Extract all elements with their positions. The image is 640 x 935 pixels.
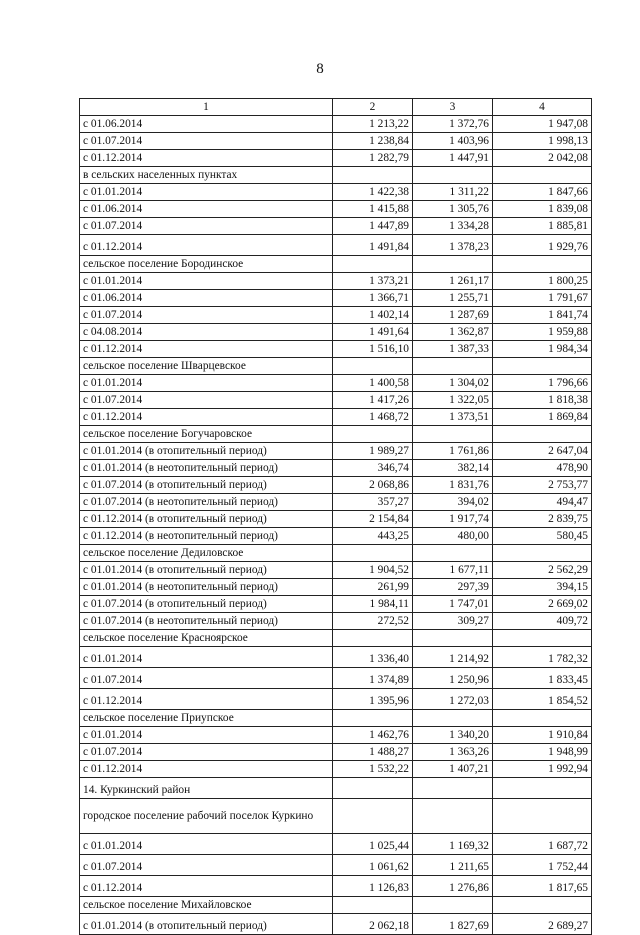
value-cell-col3	[413, 358, 493, 375]
value-cell-col2: 2 062,18	[333, 914, 413, 935]
value-cell-col3: 1 387,33	[413, 341, 493, 358]
value-cell-col3: 1 272,03	[413, 689, 493, 710]
value-cell-col4: 1 817,65	[493, 876, 592, 897]
value-cell-col3: 1 214,92	[413, 647, 493, 668]
section-row	[80, 710, 592, 727]
value-cell-col3: 1 831,76	[413, 477, 493, 494]
value-cell-col2: 1 417,26	[333, 392, 413, 409]
period-label: с 01.12.2014	[80, 235, 333, 256]
table-row	[80, 375, 592, 392]
value-cell-col3: 297,39	[413, 579, 493, 596]
value-cell-col3: 1 827,69	[413, 914, 493, 935]
table-row	[80, 528, 592, 545]
value-cell-col3: 1 372,76	[413, 116, 493, 133]
value-cell-col3	[413, 256, 493, 273]
value-cell-col3: 1 169,32	[413, 834, 493, 855]
value-cell-col4: 409,72	[493, 613, 592, 630]
value-cell-col2: 261,99	[333, 579, 413, 596]
value-cell-col2: 1 989,27	[333, 443, 413, 460]
table-row	[80, 761, 592, 778]
period-label: с 01.07.2014	[80, 307, 333, 324]
period-label: с 01.01.2014 (в отопительный период)	[80, 914, 333, 935]
value-cell-col4: 1 833,45	[493, 668, 592, 689]
value-cell-col2: 1 422,38	[333, 184, 413, 201]
header-cell-1: 1	[80, 99, 333, 116]
value-cell-col3	[413, 897, 493, 914]
table-row	[80, 150, 592, 167]
value-cell-col2: 272,52	[333, 613, 413, 630]
header-cell-4: 4	[493, 99, 592, 116]
value-cell-col3: 1 363,26	[413, 744, 493, 761]
period-label: с 01.07.2014	[80, 668, 333, 689]
table-row	[80, 477, 592, 494]
value-cell-col4	[493, 630, 592, 647]
period-label: с 01.12.2014 (в отопительный период)	[80, 511, 333, 528]
value-cell-col3: 1 211,65	[413, 855, 493, 876]
section-label: сельское поселение Бородинское	[80, 256, 333, 273]
table-row	[80, 392, 592, 409]
value-cell-col3: 1 747,01	[413, 596, 493, 613]
value-cell-col2	[333, 426, 413, 443]
period-label: с 01.12.2014	[80, 876, 333, 897]
table-row	[80, 443, 592, 460]
section-row	[80, 256, 592, 273]
table-row	[80, 494, 592, 511]
value-cell-col4: 2 562,29	[493, 562, 592, 579]
value-cell-col3: 1 340,20	[413, 727, 493, 744]
value-cell-col2: 1 984,11	[333, 596, 413, 613]
value-cell-col2	[333, 630, 413, 647]
value-cell-col4: 394,15	[493, 579, 592, 596]
value-cell-col4: 1 869,84	[493, 409, 592, 426]
period-label: с 01.12.2014	[80, 761, 333, 778]
value-cell-col3: 1 677,11	[413, 562, 493, 579]
value-cell-col4: 1 752,44	[493, 855, 592, 876]
table-row	[80, 235, 592, 256]
value-cell-col2: 1 373,21	[333, 273, 413, 290]
value-cell-col3: 1 403,96	[413, 133, 493, 150]
value-cell-col3: 394,02	[413, 494, 493, 511]
value-cell-col3: 1 334,28	[413, 218, 493, 235]
value-cell-col4: 494,47	[493, 494, 592, 511]
period-label: с 01.12.2014	[80, 689, 333, 710]
value-cell-col4: 1 847,66	[493, 184, 592, 201]
value-cell-col3: 309,27	[413, 613, 493, 630]
value-cell-col2	[333, 799, 413, 834]
section-row	[80, 358, 592, 375]
table-row	[80, 133, 592, 150]
value-cell-col3: 1 261,17	[413, 273, 493, 290]
period-label: с 01.01.2014 (в неотопительный период)	[80, 460, 333, 477]
value-cell-col2	[333, 897, 413, 914]
period-label: с 01.06.2014	[80, 201, 333, 218]
value-cell-col4: 1 796,66	[493, 375, 592, 392]
table-row	[80, 273, 592, 290]
page-number: 8	[316, 61, 324, 77]
section-row	[80, 545, 592, 562]
value-cell-col2: 1 126,83	[333, 876, 413, 897]
value-cell-col2: 1 374,89	[333, 668, 413, 689]
section-label: сельское поселение Шварцевское	[80, 358, 333, 375]
value-cell-col4	[493, 897, 592, 914]
period-label: с 01.07.2014	[80, 855, 333, 876]
value-cell-col4: 1 818,38	[493, 392, 592, 409]
table-row	[80, 689, 592, 710]
value-cell-col4: 478,90	[493, 460, 592, 477]
value-cell-col2: 1 532,22	[333, 761, 413, 778]
value-cell-col3: 1 305,76	[413, 201, 493, 218]
value-cell-col2	[333, 710, 413, 727]
period-label: с 01.12.2014	[80, 341, 333, 358]
section-label: городское поселение рабочий поселок Куркино	[80, 799, 333, 834]
value-cell-col2: 2 068,86	[333, 477, 413, 494]
section-row	[80, 167, 592, 184]
value-cell-col4: 1 854,52	[493, 689, 592, 710]
value-cell-col3	[413, 545, 493, 562]
value-cell-col2: 1 468,72	[333, 409, 413, 426]
value-cell-col2: 1 491,64	[333, 324, 413, 341]
table-row	[80, 324, 592, 341]
period-label: с 01.06.2014	[80, 116, 333, 133]
value-cell-col4: 1 839,08	[493, 201, 592, 218]
value-cell-col2: 1 336,40	[333, 647, 413, 668]
section-row	[80, 426, 592, 443]
value-cell-col3: 1 373,51	[413, 409, 493, 426]
value-cell-col2: 1 415,88	[333, 201, 413, 218]
value-cell-col2	[333, 167, 413, 184]
value-cell-col4	[493, 426, 592, 443]
period-label: с 01.01.2014	[80, 727, 333, 744]
table-row	[80, 307, 592, 324]
table-row	[80, 744, 592, 761]
table-row	[80, 116, 592, 133]
value-cell-col3	[413, 167, 493, 184]
value-cell-col4	[493, 358, 592, 375]
value-cell-col3: 1 378,23	[413, 235, 493, 256]
value-cell-col4: 1 959,88	[493, 324, 592, 341]
value-cell-col3	[413, 710, 493, 727]
table-row	[80, 218, 592, 235]
period-label: с 01.07.2014 (в отопительный период)	[80, 596, 333, 613]
period-label: с 01.07.2014 (в отопительный период)	[80, 477, 333, 494]
table-row	[80, 834, 592, 855]
value-cell-col2: 357,27	[333, 494, 413, 511]
period-label: с 01.01.2014 (в отопительный период)	[80, 562, 333, 579]
value-cell-col2: 1 462,76	[333, 727, 413, 744]
value-cell-col2: 1 213,22	[333, 116, 413, 133]
value-cell-col3: 1 447,91	[413, 150, 493, 167]
table-row	[80, 184, 592, 201]
value-cell-col2: 1 516,10	[333, 341, 413, 358]
period-label: с 01.01.2014	[80, 184, 333, 201]
value-cell-col3: 1 761,86	[413, 443, 493, 460]
period-label: с 01.01.2014	[80, 375, 333, 392]
value-cell-col2: 1 904,52	[333, 562, 413, 579]
value-cell-col3: 1 362,87	[413, 324, 493, 341]
value-cell-col4: 1 841,74	[493, 307, 592, 324]
value-cell-col4	[493, 545, 592, 562]
period-label: с 01.12.2014 (в неотопительный период)	[80, 528, 333, 545]
value-cell-col4: 2 669,02	[493, 596, 592, 613]
value-cell-col3: 1 322,05	[413, 392, 493, 409]
table-row	[80, 613, 592, 630]
value-cell-col2: 1 366,71	[333, 290, 413, 307]
period-label: с 01.07.2014	[80, 133, 333, 150]
value-cell-col4: 1 947,08	[493, 116, 592, 133]
value-cell-col2: 1 238,84	[333, 133, 413, 150]
value-cell-col2: 443,25	[333, 528, 413, 545]
section-label: в сельских населенных пунктах	[80, 167, 333, 184]
tariff-table	[79, 98, 592, 935]
table-row	[80, 341, 592, 358]
value-cell-col4: 1 885,81	[493, 218, 592, 235]
table-row	[80, 596, 592, 613]
value-cell-col4	[493, 799, 592, 834]
value-cell-col2: 2 154,84	[333, 511, 413, 528]
value-cell-col4: 2 689,27	[493, 914, 592, 935]
table-row	[80, 201, 592, 218]
value-cell-col3: 1 407,21	[413, 761, 493, 778]
value-cell-col3: 1 287,69	[413, 307, 493, 324]
value-cell-col2: 1 395,96	[333, 689, 413, 710]
value-cell-col3	[413, 799, 493, 834]
section-row	[80, 630, 592, 647]
value-cell-col2	[333, 256, 413, 273]
value-cell-col3	[413, 778, 493, 799]
value-cell-col2	[333, 545, 413, 562]
period-label: с 01.07.2014	[80, 744, 333, 761]
value-cell-col4: 1 782,32	[493, 647, 592, 668]
table-row	[80, 855, 592, 876]
value-cell-col2: 346,74	[333, 460, 413, 477]
table-row	[80, 511, 592, 528]
value-cell-col4: 1 929,76	[493, 235, 592, 256]
section-label: сельское поселение Богучаровское	[80, 426, 333, 443]
section-label: сельское поселение Приупское	[80, 710, 333, 727]
value-cell-col4: 1 800,25	[493, 273, 592, 290]
table-header-row	[80, 99, 592, 116]
period-label: с 01.01.2014	[80, 273, 333, 290]
period-label: с 01.01.2014	[80, 834, 333, 855]
value-cell-col4: 2 753,77	[493, 477, 592, 494]
value-cell-col2: 1 025,44	[333, 834, 413, 855]
period-label: с 01.07.2014 (в неотопительный период)	[80, 494, 333, 511]
value-cell-col3: 1 255,71	[413, 290, 493, 307]
value-cell-col4: 2 839,75	[493, 511, 592, 528]
period-label: с 04.08.2014	[80, 324, 333, 341]
value-cell-col2: 1 488,27	[333, 744, 413, 761]
value-cell-col2: 1 402,14	[333, 307, 413, 324]
period-label: с 01.01.2014	[80, 647, 333, 668]
value-cell-col4: 1 687,72	[493, 834, 592, 855]
value-cell-col4: 2 647,04	[493, 443, 592, 460]
value-cell-col4	[493, 167, 592, 184]
header-cell-3: 3	[413, 99, 493, 116]
value-cell-col4: 2 042,08	[493, 150, 592, 167]
table-row	[80, 647, 592, 668]
value-cell-col2	[333, 778, 413, 799]
table-row	[80, 914, 592, 935]
value-cell-col3	[413, 630, 493, 647]
value-cell-col3: 382,14	[413, 460, 493, 477]
table-row	[80, 727, 592, 744]
value-cell-col2	[333, 358, 413, 375]
table-row	[80, 876, 592, 897]
table-row	[80, 562, 592, 579]
section-label: сельское поселение Михайловское	[80, 897, 333, 914]
period-label: с 01.12.2014	[80, 150, 333, 167]
section-row	[80, 799, 592, 834]
section-label: сельское поселение Красноярское	[80, 630, 333, 647]
value-cell-col4	[493, 256, 592, 273]
value-cell-col4: 580,45	[493, 528, 592, 545]
value-cell-col2: 1 491,84	[333, 235, 413, 256]
period-label: с 01.07.2014	[80, 218, 333, 235]
value-cell-col3: 480,00	[413, 528, 493, 545]
value-cell-col3: 1 276,86	[413, 876, 493, 897]
value-cell-col3: 1 917,74	[413, 511, 493, 528]
value-cell-col2: 1 282,79	[333, 150, 413, 167]
table-row	[80, 290, 592, 307]
value-cell-col4: 1 998,13	[493, 133, 592, 150]
period-label: с 01.01.2014 (в неотопительный период)	[80, 579, 333, 596]
section-row	[80, 897, 592, 914]
value-cell-col3: 1 250,96	[413, 668, 493, 689]
period-label: с 01.07.2014 (в неотопительный период)	[80, 613, 333, 630]
value-cell-col4	[493, 710, 592, 727]
section-label: 14. Куркинский район	[80, 778, 333, 799]
table-row	[80, 409, 592, 426]
section-label: сельское поселение Дедиловское	[80, 545, 333, 562]
value-cell-col2: 1 447,89	[333, 218, 413, 235]
table-row	[80, 460, 592, 477]
table-body	[80, 116, 592, 935]
period-label: с 01.12.2014	[80, 409, 333, 426]
value-cell-col4	[493, 778, 592, 799]
header-cell-2: 2	[333, 99, 413, 116]
value-cell-col3	[413, 426, 493, 443]
value-cell-col2: 1 061,62	[333, 855, 413, 876]
table-row	[80, 668, 592, 689]
period-label: с 01.07.2014	[80, 392, 333, 409]
value-cell-col4: 1 984,34	[493, 341, 592, 358]
value-cell-col3: 1 311,22	[413, 184, 493, 201]
period-label: с 01.06.2014	[80, 290, 333, 307]
value-cell-col3: 1 304,02	[413, 375, 493, 392]
table-row	[80, 579, 592, 596]
value-cell-col4: 1 910,84	[493, 727, 592, 744]
value-cell-col4: 1 948,99	[493, 744, 592, 761]
value-cell-col2: 1 400,58	[333, 375, 413, 392]
period-label: с 01.01.2014 (в отопительный период)	[80, 443, 333, 460]
value-cell-col4: 1 992,94	[493, 761, 592, 778]
section-row	[80, 778, 592, 799]
value-cell-col4: 1 791,67	[493, 290, 592, 307]
